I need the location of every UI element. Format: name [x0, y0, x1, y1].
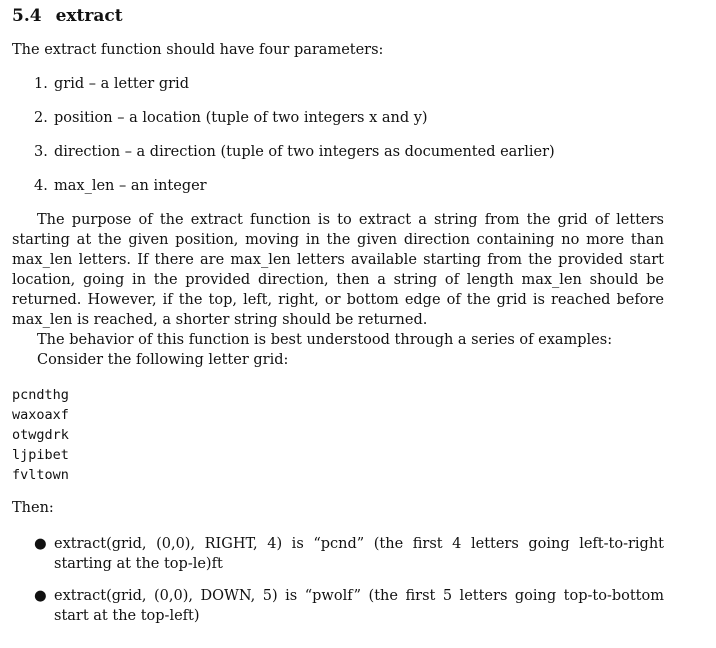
purpose-paragraph: The purpose of the extract function is to extract a string from the grid of letters starting at the given position, moving in the given direction containing no more than max_len letters. If there are max_len letters available starting from the provided start location, going in the provided direction, then a string of length max_len should be returned. However, if the top, left, right, or bottom edge of the grid is reached before max_len is reached, a shorter string should be returned.	[12, 212, 664, 328]
section-number: 5.4	[12, 6, 42, 26]
grid-row: otwgdrk	[12, 427, 69, 443]
list-marker: 1.	[34, 76, 48, 92]
example-item	[34, 586, 664, 626]
bullet-icon: ●	[34, 536, 47, 552]
section-title: extract	[55, 6, 123, 26]
parameter-item	[34, 110, 428, 126]
parameter-text: grid – a letter grid	[54, 76, 189, 92]
consider-line: Consider the following letter grid:	[37, 352, 289, 368]
parameter-item	[34, 144, 555, 160]
example-text: extract(grid, (0,0), DOWN, 5) is “pwolf” (the first 5 letters going top-to-bottom start at the top-left)	[54, 588, 664, 624]
parameter-text: max_len – an integer	[54, 178, 207, 194]
example-text: extract(grid, (0,0), RIGHT, 4) is “pcnd” (the first 4 letters going left-to-right starting at the top-le)ft	[54, 536, 664, 572]
list-marker: 3.	[34, 144, 48, 160]
grid-row: fvltown	[12, 467, 69, 483]
section-heading	[12, 6, 123, 26]
bullet-icon: ●	[34, 588, 47, 604]
then-label: Then:	[12, 500, 54, 516]
grid-row: ljpibet	[12, 447, 69, 463]
parameter-item	[34, 178, 207, 194]
behavior-line: The behavior of this function is best understood through a series of examples:	[37, 332, 613, 348]
parameter-text: position – a location (tuple of two integers x and y)	[54, 110, 428, 126]
grid-row: pcndthg	[12, 387, 69, 403]
intro-text: The extract function should have four parameters:	[12, 42, 384, 58]
parameter-text: direction – a direction (tuple of two integers as documented earlier)	[54, 144, 555, 160]
example-item	[34, 534, 664, 574]
list-marker: 2.	[34, 110, 48, 126]
parameter-item	[34, 76, 189, 92]
list-marker: 4.	[34, 178, 48, 194]
grid-row: waxoaxf	[12, 407, 69, 423]
